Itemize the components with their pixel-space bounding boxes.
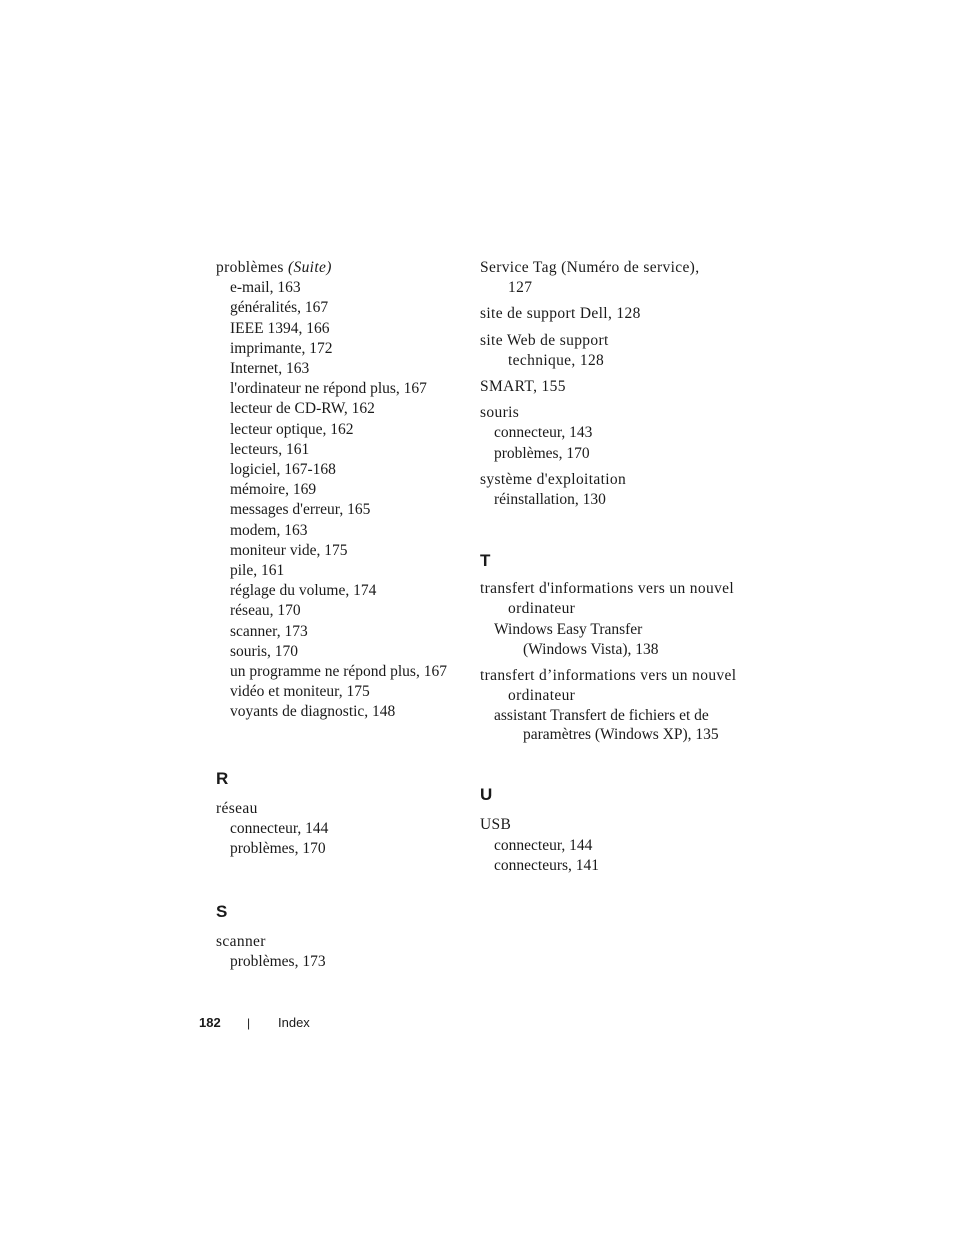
footer-section-label: Index [278,1015,310,1030]
index-subentry: pile, 161 [230,562,285,580]
section-letter-r: R [216,768,229,788]
index-entry-service-tag [480,258,720,298]
index-term: site Web de support technique, 128 [480,331,609,369]
index-subentry: problèmes, 173 [230,953,326,971]
index-entry-usb [480,815,720,876]
index-subentry: lecteur de CD-RW, 162 [230,400,375,418]
index-subentry: connecteur, 144 [230,819,329,837]
section-letter-u: U [480,785,493,805]
index-term: souris [480,404,520,422]
index-term: USB [480,816,512,834]
index-subentry: Internet, 163 [230,360,310,378]
index-subentry: lecteurs, 161 [230,440,310,458]
index-subentry: mémoire, 169 [230,481,317,499]
index-subentry: généralités, 167 [230,299,329,317]
page-number: 182 [199,1015,221,1030]
index-subentry: moniteur vide, 175 [230,541,348,559]
index-subentry: voyants de diagnostic, 148 [230,703,396,721]
index-term: système d'exploitation [480,470,627,488]
index-entry-souris [480,403,720,464]
index-entry-smart [480,377,720,397]
index-term: SMART, 155 [480,378,566,396]
index-subentry: connecteur, 143 [494,424,593,442]
index-subentry: connecteur, 144 [494,836,593,854]
section-letter-t: T [480,551,491,571]
index-subentry: Windows Easy Transfer (Windows Vista), 138 [494,620,659,658]
index-column-right [480,258,737,876]
footer-separator: | [247,1016,251,1030]
index-subentry: vidéo et moniteur, 175 [230,683,370,701]
index-subentry: réglage du volume, 174 [230,582,377,600]
index-subentry: problèmes, 170 [230,840,326,858]
index-entry-site-web [480,331,720,371]
index-subentry: modem, 163 [230,521,308,539]
index-subentry: un programme ne répond plus, 167 [230,663,447,681]
index-entry-scanner [216,932,456,972]
index-entry-reseau [216,799,456,860]
index-subentry: IEEE 1394, 166 [230,319,330,337]
index-subentry: réinstallation, 130 [494,491,606,509]
index-term: réseau [216,799,258,817]
index-column-left [216,258,456,973]
index-suite: (Suite) [287,259,332,276]
index-subentry: imprimante, 172 [230,339,333,357]
index-entry-site-support [480,304,720,324]
index-subentry: messages d'erreur, 165 [230,501,371,519]
index-subentry: scanner, 173 [230,622,308,640]
index-entry-problemes [216,258,456,723]
index-term: transfert d'informations vers un nouvel ordinateur [480,580,735,618]
index-subentry: souris, 170 [230,642,299,660]
index-entry-transfert-vista [480,579,735,660]
index-subentry: logiciel, 167-168 [230,461,336,479]
index-term: site de support Dell, 128 [480,305,641,323]
index-term: transfert d’informations vers un nouvel ordinateur [480,667,737,705]
index-term: Service Tag (Numéro de service), 127 [480,259,700,297]
section-letter-s: S [216,902,228,922]
index-entry-systeme [480,470,720,510]
index-subentry: assistant Transfert de fichiers et de paramètres (Windows XP), 135 [494,707,719,744]
index-subentry: lecteur optique, 162 [230,420,354,438]
index-subentry: connecteurs, 141 [494,856,600,874]
index-entry-transfert-xp [480,666,737,744]
index-subentry: problèmes, 170 [494,444,590,462]
index-subentry: e-mail, 163 [230,279,301,297]
index-subentry: réseau, 170 [230,602,301,620]
index-subentry: l'ordinateur ne répond plus, 167 [230,380,427,398]
index-term: problèmes [216,259,284,276]
index-term: scanner [216,933,266,951]
